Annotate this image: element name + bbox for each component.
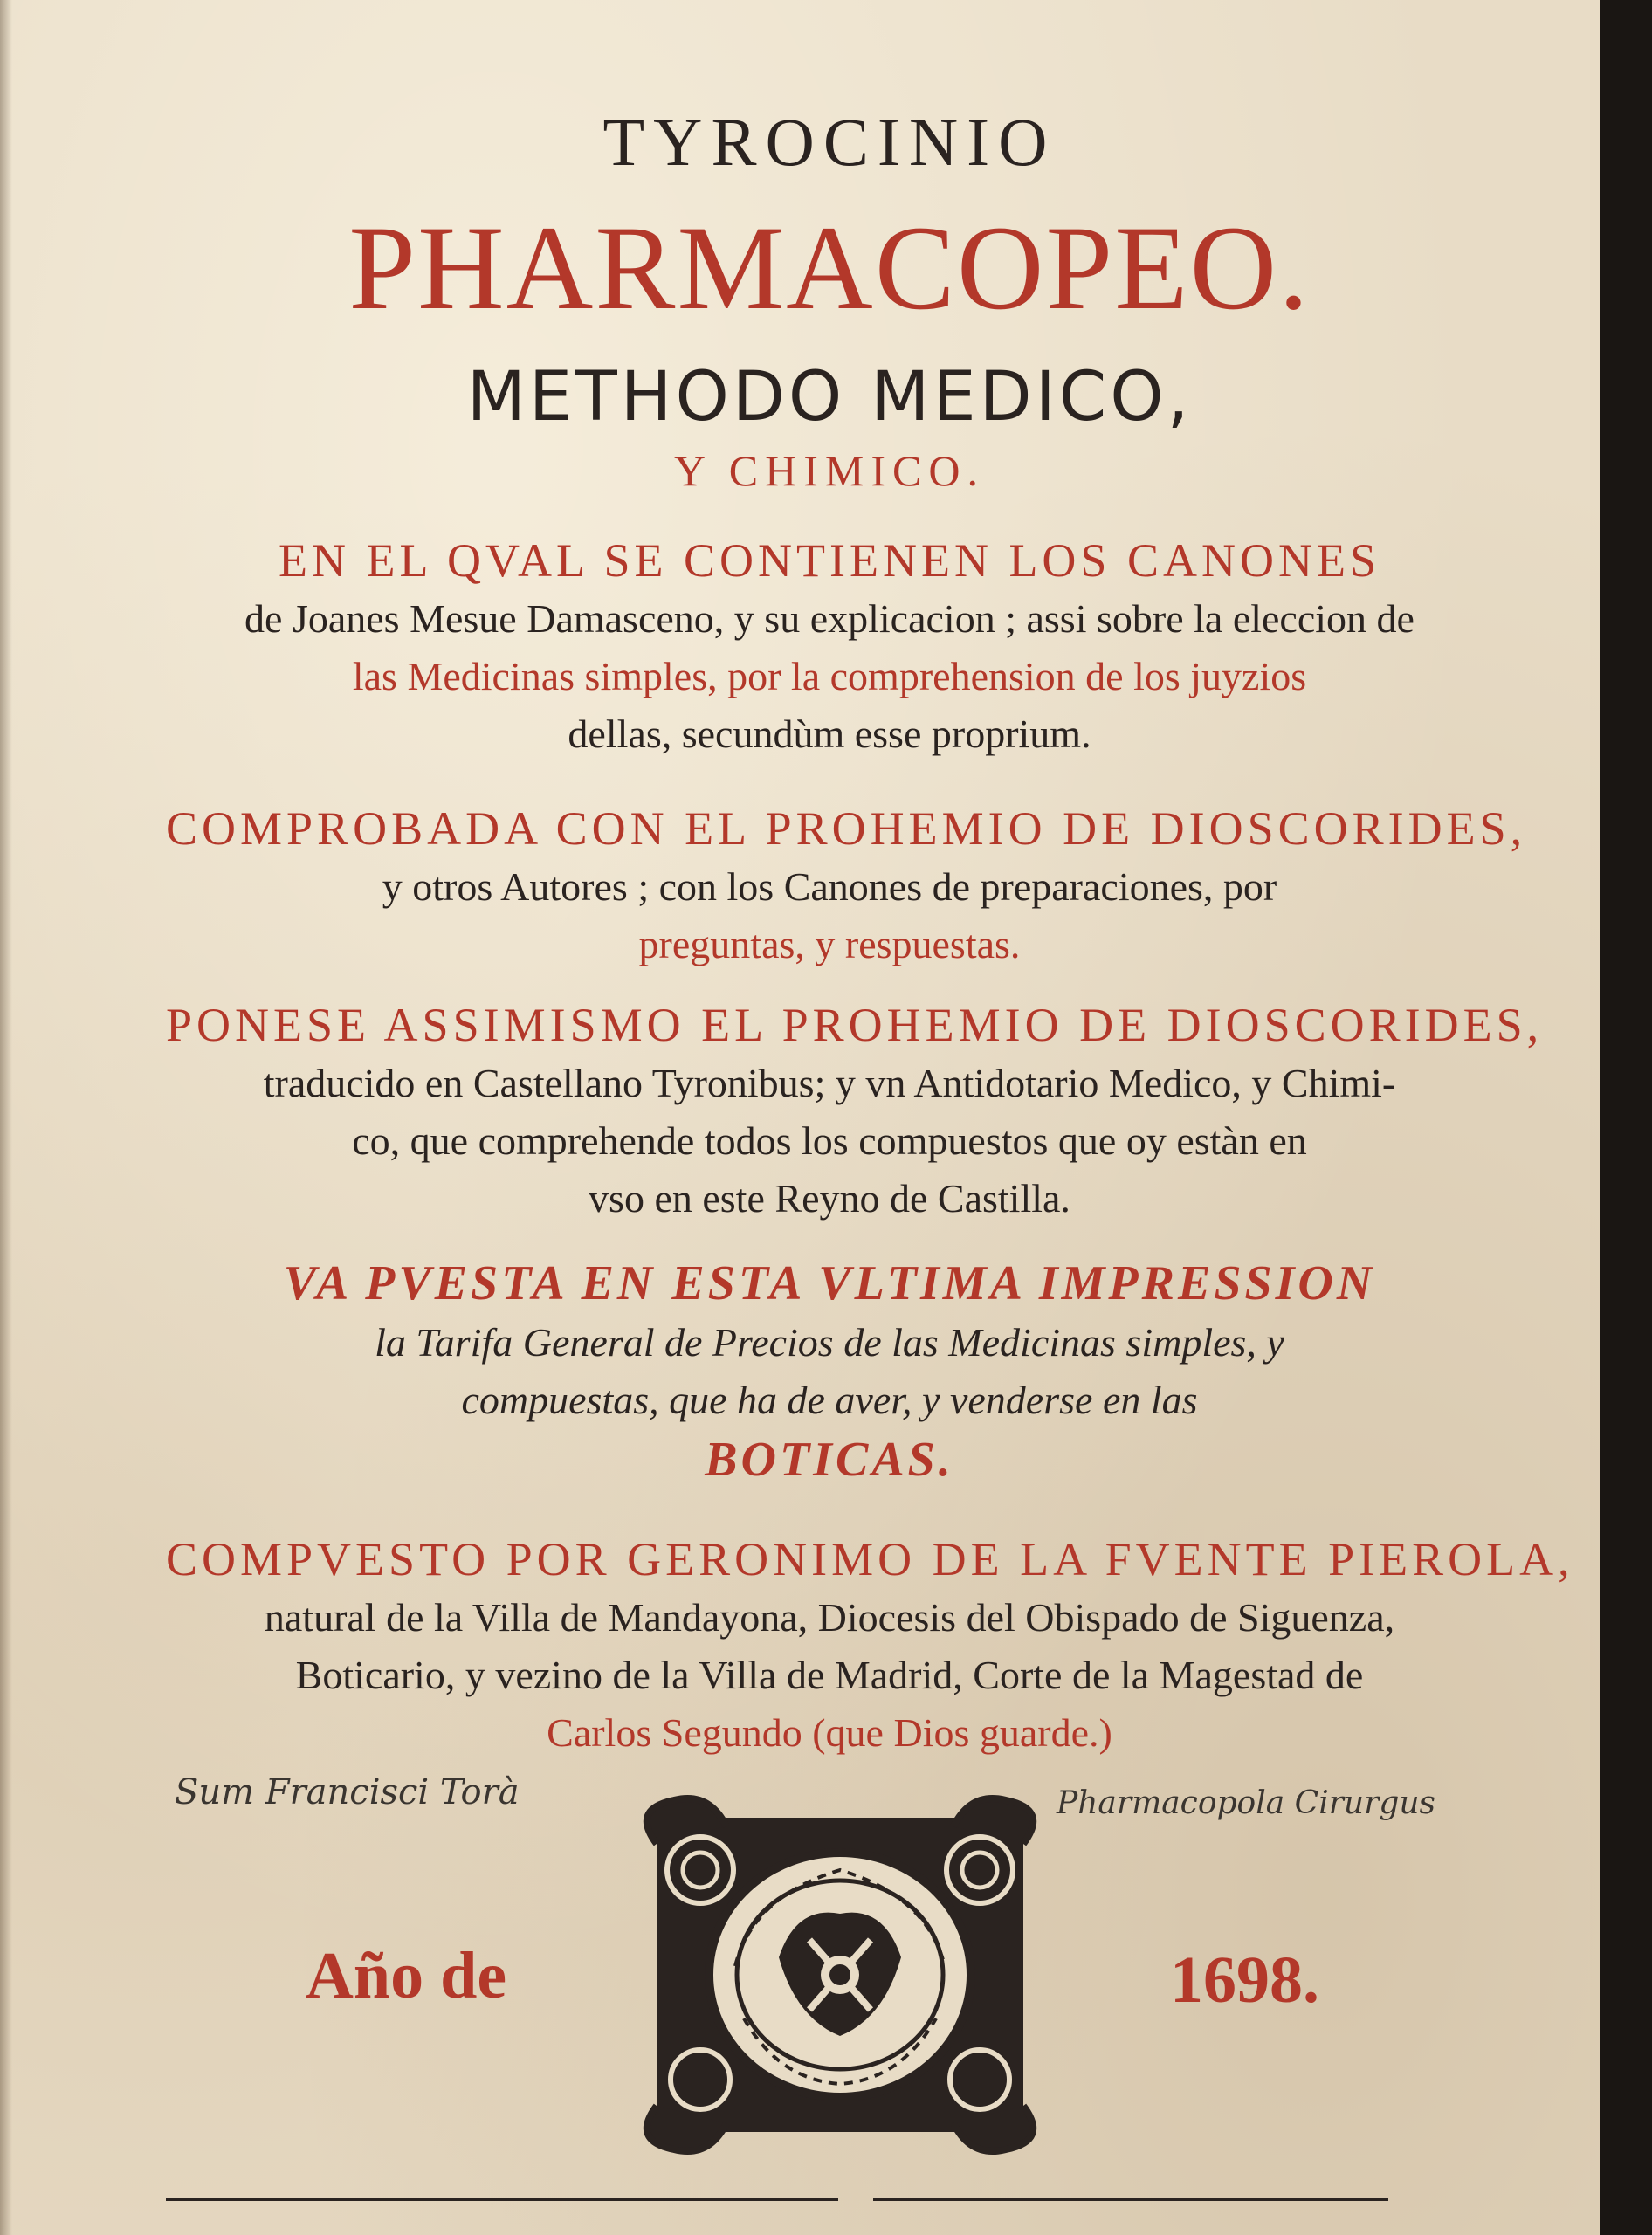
bottom-rule-right: [873, 2198, 1388, 2201]
paragraph-2-heading: COMPROBADA CON EL PROHEMIO DE DIOSCORIDES,: [166, 802, 1527, 855]
paragraph-3-line-2: traducido en Castellano Tyronibus; y vn Antidotario Medico, y Chimi-: [263, 1061, 1396, 1105]
paragraph-4-line-2: la Tarifa General de Precios de las Medicinas simples, y: [375, 1320, 1284, 1365]
title-tyrocinio: TYROCINIO: [602, 104, 1057, 180]
paragraph-1-heading: EN EL QVAL SE CONTIENEN LOS CANONES: [279, 534, 1380, 587]
paragraph-author: [166, 1530, 1574, 1762]
paragraph-canones: [166, 531, 1493, 763]
paragraph-4-boticas: BOTICAS.: [705, 1433, 954, 1487]
handwritten-owner-note: Sum Francisci Torà: [175, 1772, 520, 1812]
paragraph-2-line-2: y otros Autores ; con los Canones de preparaciones, por: [382, 864, 1277, 909]
page-edge-shadow: [0, 0, 12, 2235]
title-pharmacopeo: PHARMACOPEO.: [348, 201, 1311, 334]
paragraph-5-line-4: Carlos Segundo (que Dios guarde.): [547, 1710, 1112, 1755]
paragraph-3-line-3: co, que comprehende todos los compuestos que oy estàn en: [352, 1118, 1307, 1163]
paragraph-4-line-3: compuestas, que ha de aver, y venderse en las: [461, 1378, 1198, 1422]
title-line-2: [166, 201, 1493, 334]
paragraph-5-line-3: Boticario, y vezino de la Villa de Madrid, Corte de la Magestad de: [295, 1653, 1364, 1697]
paragraph-va-puesta: [166, 1253, 1493, 1490]
paragraph-ponese: [166, 995, 1544, 1228]
paragraph-5-line-2: natural de la Villa de Mandayona, Diocesis del Obispado de Siguenza,: [264, 1595, 1395, 1640]
paragraph-comprobada: [166, 799, 1527, 973]
title-line-4: [166, 445, 1493, 496]
handwritten-title-note: Pharmacopola Cirurgus: [1057, 1785, 1436, 1821]
title-methodo-medico: METHODO MEDICO,: [466, 358, 1193, 437]
imprint-year: 1698.: [1170, 1943, 1319, 2017]
printers-device-emblem: [622, 1791, 1058, 2158]
paragraph-3-line-4: vso en este Reyno de Castilla.: [589, 1176, 1070, 1221]
title-line-1: [166, 103, 1493, 182]
scanner-background-edge: [1600, 0, 1652, 2235]
title-line-3: [166, 358, 1493, 437]
paragraph-1-line-3: las Medicinas simples, por la comprehension de los juyzios: [352, 654, 1307, 698]
imprint-label: Año de: [306, 1939, 507, 2012]
paragraph-4-heading: VA PVESTA EN ESTA VLTIMA IMPRESSION: [283, 1256, 1376, 1310]
paragraph-3-heading: PONESE ASSIMISMO EL PROHEMIO DE DIOSCORIDES,: [166, 999, 1544, 1051]
paragraph-5-heading: COMPVESTO POR GERONIMO DE LA FVENTE PIEROLA,: [166, 1533, 1574, 1585]
paragraph-1-line-2: de Joanes Mesue Damasceno, y su explicacion ; assi sobre la eleccion de: [244, 596, 1415, 641]
bottom-rule-left: [166, 2198, 838, 2201]
paragraph-1-line-4: dellas, secundùm esse proprium.: [568, 712, 1091, 756]
paragraph-2-line-3: preguntas, y respuestas.: [638, 922, 1021, 966]
title-chimico: Y CHIMICO.: [674, 446, 985, 495]
